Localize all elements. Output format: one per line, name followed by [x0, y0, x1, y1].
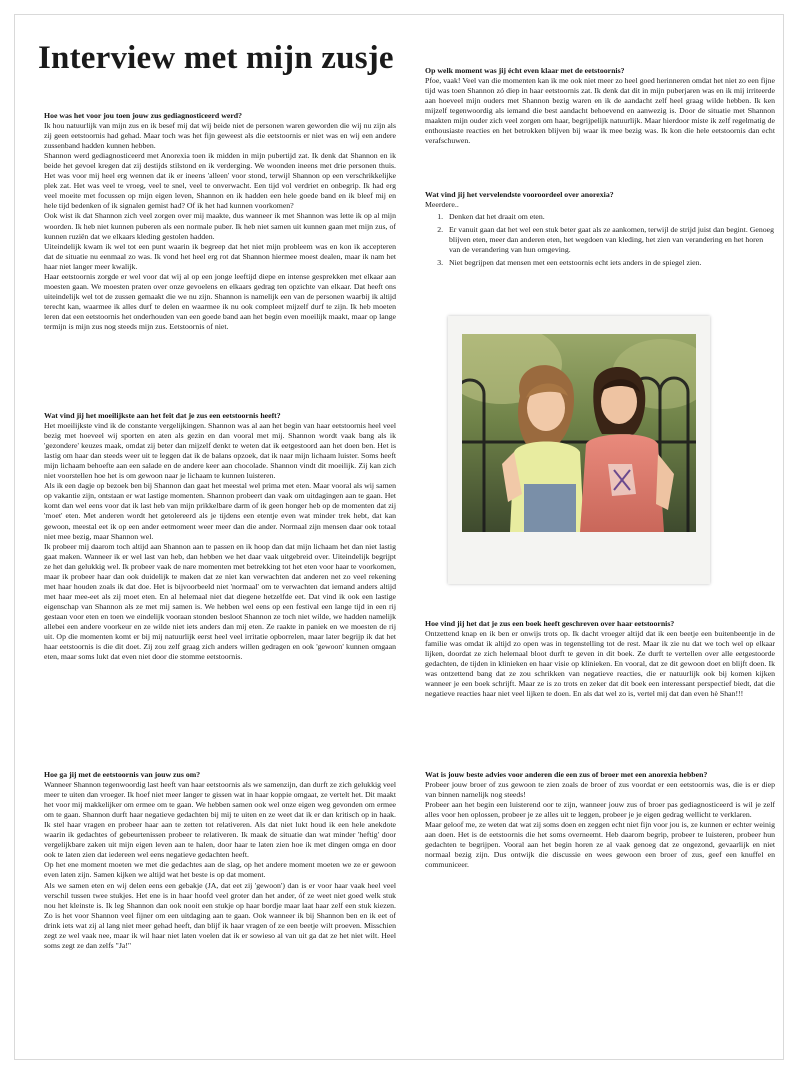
section-hardest	[44, 411, 396, 662]
section-diagnosis	[44, 111, 396, 332]
section-paragraph: Probeer aan het begin een luisterend oor te zijn, wanneer jouw zus of broer pas gediagnosticeerd is wil je zelf alles voor hen oplossen, probeer je ze alles uit te leggen, probeer je je eigen gedrag wellicht te verklaren.	[425, 800, 775, 820]
section-fed-up	[425, 66, 775, 146]
section-question: Hoe ga jij met de eetstoornis van jouw zus om?	[44, 770, 201, 779]
prejudice-list	[425, 212, 775, 268]
section-question: Op welk moment was jij écht even klaar met de eetstoornis?	[425, 66, 625, 75]
list-item: 3. Niet begrijpen dat mensen met een eetstoornis echt iets anders in de spiegel zien.	[445, 258, 775, 268]
section-book	[425, 619, 775, 699]
section-intro: Meerdere..	[425, 200, 459, 210]
section-paragraph: Ik probeer mij daarom toch altijd aan Shannon aan te passen en ik hoop dan dat mijn lichaam het dan niet lastig gaat maken. Wanneer ik er wel last van heb, dan hebben we het daar vaak uitgebreid over. Uiteindelijk begrijpt ze het dan gelukkig wel. Ik probeer vaak de nare momenten met betrekking tot het eten voor haar te voorkomen, maar ik probeer haar dan ook duidelijk te maken dat ze niet kan verwachten dat anderen net zo veel rekening met haar houden zoals ik dat doe. Het is bijvoorbeeld niet 'normaal' om te verwachten dat iemand anders altijd met haar mee-eet als zij moet eten. En al helemaal niet dat diegene hetzelfde eet. Dat vind ik ook een lastige eigenschap van Shannon als ze met mij samen is. We hebben wel eens op een festival een lange tijd in een rij gestaan voor eten en toen we eindelijk vooraan stonden besloot Shannon ze toch niet wilde, we hadden namelijk allebei een andere voorkeur en ze wilde niet iets anders dan mij eten. Ze raakte in paniek en we moesten de rij uit. Op die momenten komt er bij mij natuurlijk eerst heel veel irritatie opborrelen, maar later begrijp ik dat het haar eetstoornis is die dit doet. Zij zou zelf graag zich anders willen gedragen en ook 'gewoon' kunnen omgaan eten, maar soms lukt dat even niet door die stomme eetstoornis.	[44, 541, 396, 662]
section-paragraph: Wanneer Shannon tegenwoordig last heeft van haar eetstoornis als we samenzijn, dan durft ze zich gelukkig veel meer te uiten dan vroeger. Ik hoef niet meer langer te gissen wat in haar koppie omgaat, ze vertelt het. Dit maakt het voor mij makkelijker om ermee om te gaan. We hebben samen ook wel onze eigen weg gevonden om ermee om te gaan. Shannon durft haar negatieve gedachten bij mij te uiten en ze weet dat ik er dan kritisch op in haak. Ik stel haar vragen en probeer haar aan te zetten tot relativeren. Als dat niet lukt houd ik een hele anekdote waarin ik gedachtes of gebeurtenissen probeer te relativeren. Ik maak de situatie dan wat minder 'heftig' door vergelijkbare zaken uit mijn eigen leven aan te halen, door haar te laten zien hoe ik met dingen omga en door ook te laten zien dat iedereen wel eens negatieve gedachten heeft.	[44, 780, 396, 860]
section-paragraph: Maar geloof me, ze weten dat wat zij soms doen en zeggen echt niet fijn voor jou is, ze kunnen er echter weinig aan doen. Het is de eetstoornis die het soms overneemt. Heb daarom begrip, probeer te luisteren, probeer hun gedachten te begrijpen. Vooral aan het begin horen ze al vaak genoeg dat ze ongezond, gevaarlijk en niet normaal bezig zijn. Dus ontwijk die discussie en wees gewoon een broer of zus, geef een knuffel en communiceer.	[425, 820, 775, 870]
sisters-photo	[448, 316, 710, 584]
section-paragraph: Haar eetstoornis zorgde er wel voor dat wij al op een jonge leeftijd diepe en intense gesprekken met elkaar aan moesten gaan. We moesten praten over onze gevoelens en elkaars gedrag ten opzichte van elkaar. Dat heeft ons uiteindelijk wel tot de zussen gemaakt die we nu zijn. Shannon is namelijk een van de personen waarbij ik altijd terecht kan, waarmee ik alles durf te delen en waarmee ik nu ook compleet mijzelf durf te zijn. Ik heb moeten leren dat een eetstoornis het onderhouden van een goede band aan het begin even moeilijk maakt, maar op lange termijn is mijn zus nog steeds mijn zus. Eetstoornis of niet.	[44, 271, 396, 331]
section-coping	[44, 770, 396, 951]
sisters-photo-image	[462, 334, 696, 532]
section-paragraph: Ontzettend knap en ik ben er onwijs trots op. Ik dacht vroeger altijd dat ik een beetje een buitenbeentje in de familie was omdat ik altijd zo open was in tegenstelling tot de rest. Maar ik zie nu dat we toch wel op elkaar lijken, doordat ze zich helemaal bloot durft te geven in dit boek. Ze durft te vertellen over alle eetgestoorde gedachten, de tijden in klinieken en haar visie op klinieken. En vooral, dat ze dit gewoon doet en blijft doen. Ik was ontzettend bang dat ze zou schrikken van negatieve reacties, die er natuurlijk ook bij komen kijken wanneer je een boek schrijft. Maar ze is zo trots en zeker dat dit boek een interessant perspectief biedt, dat die negatieve reacties haar niet veel lijken te doen. En als dat wel zo is, vertel mij dat dan even hè Shan!!!	[425, 629, 775, 699]
list-item: 1. Denken dat het draait om eten.	[445, 212, 775, 222]
section-question: Wat vind jij het moeilijkste aan het feit dat je zus een eetstoornis heeft?	[44, 411, 281, 420]
section-prejudice	[425, 190, 775, 271]
section-paragraph: Op het ene moment moeten we met die gedachtes aan de slag, op het andere moment moeten we ze er gewoon even laten zijn. Samen kijken we altijd wat het beste is op dat moment.	[44, 860, 396, 880]
page-title: Interview met mijn zusje	[38, 40, 394, 76]
section-paragraph: Pfoe, vaak! Veel van die momenten kan ik me ook niet meer zo heel goed herinneren omdat het niet zo een fijne tijd was toen Shannon zó diep in haar eetstoornis zat. Ik denk dat dit in mijn puberjaren was en ik mij irriteerde aan hoeveel mijn ouders met Shannon bezig waren en ik de aandacht zelf heel graag wilde hebben. Ik ken mijzelf tegenwoordig als iemand die best aandacht behoevend en aanwezig is. Door de situatie met Shannon maakten mijn ouder zich veel zorgen om haar, begrijpelijk natuurlijk. Maar hierdoor miste ik zelf regelmatig de enthousiaste reacties en het betrokken blijven bij waar ik mee bezig was. Ik kon die hele eetstoornis dan echt verafschuwen.	[425, 76, 775, 146]
section-question: Wat vind jij het vervelendste vooroordeel over anorexia?	[425, 190, 614, 199]
section-paragraph: Ook wist ik dat Shannon zich veel zorgen over mij maakte, dus wanneer ik met Shannon was lette ik op al mijn woorden. Ik heb niet kunnen puberen als een normale puber. Ik heb niet samen uit kunnen gaan met mijn zus, of kunnen ruziën dat we elkaars kleding gestolen hadden.	[44, 211, 396, 241]
section-paragraph: Shannon werd gediagnosticeerd met Anorexia toen ik midden in mijn pubertijd zat. Ik denk dat Shannon en ik beide het gevoel kregen dat zij destijds stilstond en ik verderging. We woonden ineens met drie personen thuis. Het was voor mij heel erg wennen dat ik er ineens 'alleen' voor stond, terwijl Shannon op een verschrikkelijke plek zat. Het was veel te vroeg, veel te snel, veel te onverwacht. Een tijd vol verdriet en onbegrip. Ik had erg veel moeite met focussen op mijn eigen leven, Shannon en ik hadden een hele goede band en ik bleef mij en hele tijd bedenken of ik signalen gemist had? Of ik het had kunnen voorkomen?	[44, 151, 396, 211]
section-question: Hoe vind jij het dat je zus een boek heeft geschreven over haar eetstoornis?	[425, 619, 675, 628]
section-paragraph: Ik hou natuurlijk van mijn zus en ik besef mij dat wij beide niet de personen waren geworden die wij nu zijn als zij geen eetstoornis had gehad. Maar toch was het fijn geweest als die eetstoornis er niet was en wij een andere zussenband hadden kunnen hebben.	[44, 121, 396, 151]
section-paragraph: Het moeilijkste vind ik de constante vergelijkingen. Shannon was al aan het begin van haar eetstoornis heel veel bezig met hoeveel wij sporten en aten als gezin en dan vooral met mij. Shannon wordt vaak bang als ik 'gezondere' keuzes maak, omdat zij beter dan mijzelf denkt te weten dat ik eetgestoord aan het doen ben. Het is lastig om haar dan steeds weer uit te leggen dat ik de balans opzoek, dat ik naar mijn lichaam luister. Soms heeft mijn lichaam behoefte aan een salade en de andere keer aan chocolade. Shannon vindt dit moeilijk. Zij kan zich niet voorstellen hoe het is om gewoon naar je lichaam te kunnen luisteren.	[44, 421, 396, 481]
section-paragraph: Als we samen eten en wij delen eens een gebakje (JA, dat eet zij 'gewoon') dan is er voor haar vaak heel veel verschil tussen twee stukjes. Het ene is in haar hoofd veel groter dan het ander, óf ze weet niet goed welk stuk nou het kleinste is. Ik leg Shannon dan ook nooit een stukje op haar bordje maar laat haar zelf een stuk kiezen. Zo is het voor Shannon veel fijner om een uitdaging aan te gaan. Ook wanneer ik bij Shannon ben en ik eet of drink iets wat zij al lang niet meer gehad heeft, dan blijf ik haar vragen of ze een beetje wilt proeven. Misschien zegt ze wel vaak nee, maar ik wil haar niet laten voelen dat ik er sowieso al van uit ga dat ze het niet wilt. Heel soms zegt ze dan zelfs "Ja!"	[44, 880, 396, 950]
section-question: Wat is jouw beste advies voor anderen die een zus of broer met een anorexia hebben?	[425, 770, 708, 779]
section-paragraph: Als ik een dagje op bezoek ben bij Shannon dan gaat het meestal wel prima met eten. Maar vooral als wij samen op vakantie zijn, ontstaan er wat lastige momenten. Shannon probeert dan vaak om uitdagingen aan te gaan. Het komt dan wel eens voor dat ik last heb van mijn prikkelbare darm of ik geen honger heb op de momenten dat zij 'moet' eten. Met anderen wordt het getolereerd als je tijdens een etentje even wat minder trek hebt, dat kan gewoon, meestal eet ik op een ander eetmoment weer meer dan die ander. Normaal zijn mensen daar ook totaal niet mee bezig, maar Shannon wel.	[44, 481, 396, 541]
section-advice	[425, 770, 775, 870]
section-paragraph: Uiteindelijk kwam ik wel tot een punt waarin ik begreep dat het niet mijn probleem was en kon ik accepteren dat de situatie nu eenmaal zo was. Ik vond het heel erg rot dat Shannon hiermee moest dealen, maar ik nam het haar niet langer meer kwalijk.	[44, 241, 396, 271]
section-paragraph: Probeer jouw broer of zus gewoon te zien zoals de broer of zus voordat er een eetstoornis was, die is er diep van binnen namelijk nog steeds!	[425, 780, 775, 800]
section-question: Hoe was het voor jou toen jouw zus gediagnosticeerd werd?	[44, 111, 243, 120]
list-item: 2. Er vanuit gaan dat het wel een stuk beter gaat als ze aankomen, terwijl de strijd juist dan begint. Genoeg blijven eten, meer dan anderen eten, het wegdoen van kleding, het zien van verandering en het horen van de verandering van hun omgeving.	[445, 225, 775, 255]
